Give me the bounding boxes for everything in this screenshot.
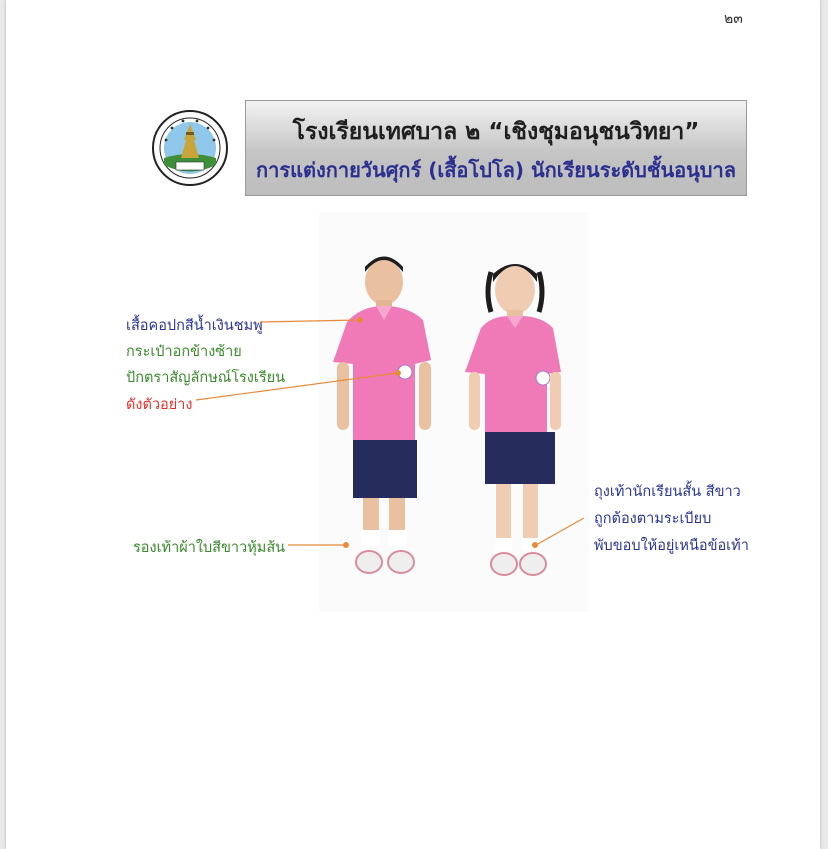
socks-label-3: พับขอบให้อยู่เหนือข้อเท้า [594,538,749,554]
emblem-label: ปักตราสัญลักษณ์โรงเรียน [126,370,286,386]
uniform-subtitle: การแต่งกายวันศุกร์ (เสื้อโปโล) นักเรียนระดับชั้นอนุบาล [256,158,736,182]
shoes-label: รองเท้าผ้าใบสีขาวหุ้มส้น [133,540,286,556]
page-number: ๒๓ [724,11,743,27]
socks-label-1: ถุงเท้านักเรียนสั้น สีขาว [594,484,741,500]
callout-lines [6,0,820,849]
school-title: โรงเรียนเทศบาล ๒ “เชิงชุมอนุชนวิทยา” [292,119,700,145]
example-label: ดังตัวอย่าง [126,397,193,413]
socks-label-2: ถูกต้องตามระเบียบ [594,511,712,527]
shirt-label: เสื้อคอปกสีน้ำเงินชมพู [126,318,263,334]
document-page [6,0,820,849]
pocket-label: กระเป๋าอกข้างซ้าย [126,344,242,360]
